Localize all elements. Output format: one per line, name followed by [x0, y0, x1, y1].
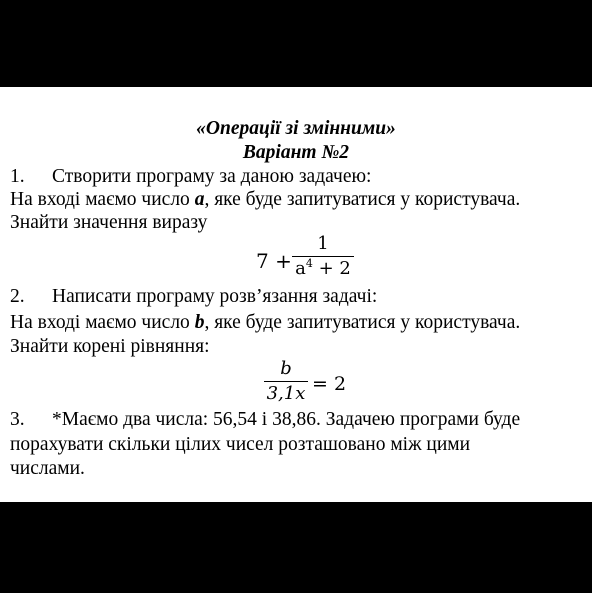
task-1-input-post: , яке буде запитуватися у користувача. — [204, 189, 521, 210]
formula-2-denominator: 3,1x — [266, 383, 306, 405]
task-3-line-2: порахувати скільки цілих чисел розташовано між цими — [10, 434, 471, 455]
task-1-heading: Створити програму за даною задачею: — [52, 166, 372, 187]
document-page — [0, 87, 592, 502]
task-2-input-pre: На вході маємо число — [10, 312, 195, 333]
formula-1-denominator: $a^4 + 2$ — [295, 257, 351, 280]
formula-2-rhs: = 2 — [312, 373, 347, 395]
task-2-variable: b — [194, 312, 205, 333]
formula-2-fraction-bar — [264, 381, 308, 382]
formula-1-numerator: 1 — [317, 233, 329, 254]
formula-1-fraction — [292, 234, 354, 279]
variant-heading: Варіант №2 — [242, 142, 350, 163]
task-1-variable: a — [194, 189, 205, 210]
formula-2-numerator: b — [280, 358, 292, 379]
document-title: «Операції зі змінними» — [196, 118, 396, 139]
task-1-input-line — [10, 188, 520, 212]
formula-1-lhs: 7 + — [256, 249, 292, 273]
task-2-input-line — [10, 311, 520, 335]
task-2-heading: Написати програму розв’язання задачі: — [52, 286, 378, 307]
task-2-find-line: Знайти корені рівняння: — [10, 336, 210, 357]
task-1-find-line: Знайти значення виразу — [10, 212, 208, 233]
task-1-number: 1. — [10, 166, 25, 187]
task-3-number: 3. — [10, 409, 25, 430]
task-2-number: 2. — [10, 286, 25, 307]
task-3-heading: *Маємо два числа: 56,54 і 38,86. Задачею програми буде — [52, 409, 521, 430]
task-1-input-pre: На вході маємо число — [10, 189, 195, 210]
task-3-line-3: числами. — [10, 458, 85, 479]
formula-2-fraction — [264, 359, 308, 404]
task-2-input-post: , яке буде запитуватися у користувача. — [204, 312, 521, 333]
